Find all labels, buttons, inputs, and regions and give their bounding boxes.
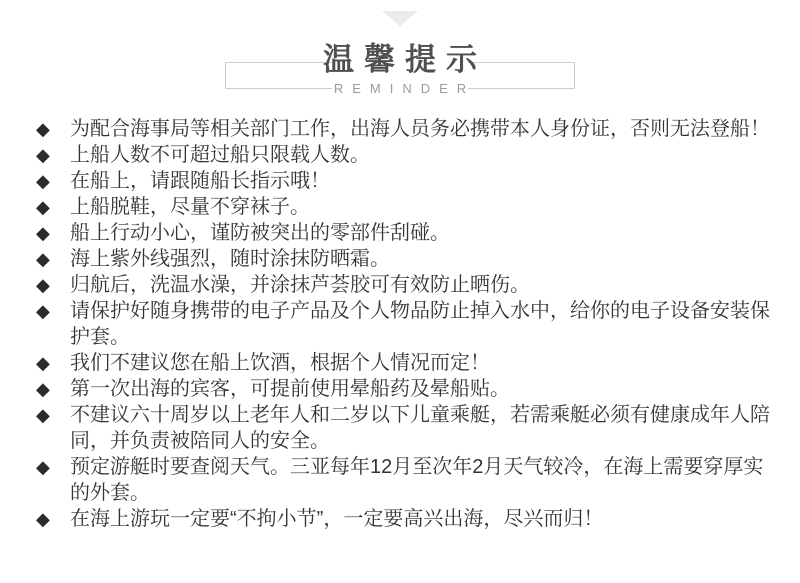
diamond-bullet-icon: ◆	[36, 379, 50, 399]
diamond-bullet-icon: ◆	[36, 457, 50, 477]
reminder-item	[36, 376, 774, 402]
page-subtitle: REMINDER	[333, 81, 476, 96]
reminder-text: 在船上，请跟随船长指示哦！	[70, 170, 330, 192]
diamond-bullet-icon: ◆	[36, 119, 50, 139]
reminder-item	[36, 402, 774, 454]
diamond-bullet-icon: ◆	[36, 171, 50, 191]
reminder-item	[36, 194, 774, 220]
reminder-item	[36, 168, 774, 194]
reminder-text: 预定游艇时要查阅天气。三亚每年12月至次年2月天气较冷，在海上需要穿厚实的外套。	[70, 456, 764, 504]
reminder-item	[36, 246, 774, 272]
diamond-bullet-icon: ◆	[36, 509, 50, 529]
diamond-bullet-icon: ◆	[36, 301, 50, 321]
reminder-text: 第一次出海的宾客，可提前使用晕船药及晕船贴。	[70, 378, 510, 400]
reminder-text: 为配合海事局等相关部门工作，出海人员务必携带本人身份证，否则无法登船！	[70, 118, 770, 140]
diamond-bullet-icon: ◆	[36, 249, 50, 269]
diamond-bullet-icon: ◆	[36, 145, 50, 165]
reminder-text: 船上行动小心，谨防被突出的零部件刮碰。	[70, 222, 450, 244]
reminder-item	[36, 506, 774, 532]
reminder-item	[36, 220, 774, 246]
reminder-text: 归航后，洗温水澡，并涂抹芦荟胶可有效防止晒伤。	[70, 274, 530, 296]
reminder-text: 上船人数不可超过船只限载人数。	[70, 144, 370, 166]
reminder-text: 海上紫外线强烈，随时涂抹防晒霜。	[70, 248, 390, 270]
reminder-list	[0, 116, 800, 532]
header	[0, 0, 800, 112]
diamond-bullet-icon: ◆	[36, 275, 50, 295]
diamond-bullet-icon: ◆	[36, 223, 50, 243]
reminder-text: 上船脱鞋，尽量不穿袜子。	[70, 196, 310, 218]
page-title: 温馨提示	[323, 42, 487, 77]
reminder-item	[36, 116, 774, 142]
reminder-item	[36, 454, 774, 506]
reminder-text: 在海上游玩一定要“不拘小节”，一定要高兴出海，尽兴而归！	[70, 508, 604, 530]
triangle-down-icon	[382, 11, 418, 26]
diamond-bullet-icon: ◆	[36, 353, 50, 373]
reminder-item	[36, 272, 774, 298]
diamond-bullet-icon: ◆	[36, 197, 50, 217]
reminder-text: 不建议六十周岁以上老年人和二岁以下儿童乘艇，若需乘艇必须有健康成年人陪同，并负责被陪同人的安全。	[70, 404, 770, 452]
reminder-text: 我们不建议您在船上饮酒，根据个人情况而定！	[70, 352, 490, 374]
reminder-item	[36, 350, 774, 376]
diamond-bullet-icon: ◆	[36, 405, 50, 425]
reminder-item	[36, 298, 774, 350]
reminder-item	[36, 142, 774, 168]
reminder-text: 请保护好随身携带的电子产品及个人物品防止掉入水中，给你的电子设备安装保护套。	[70, 300, 770, 348]
